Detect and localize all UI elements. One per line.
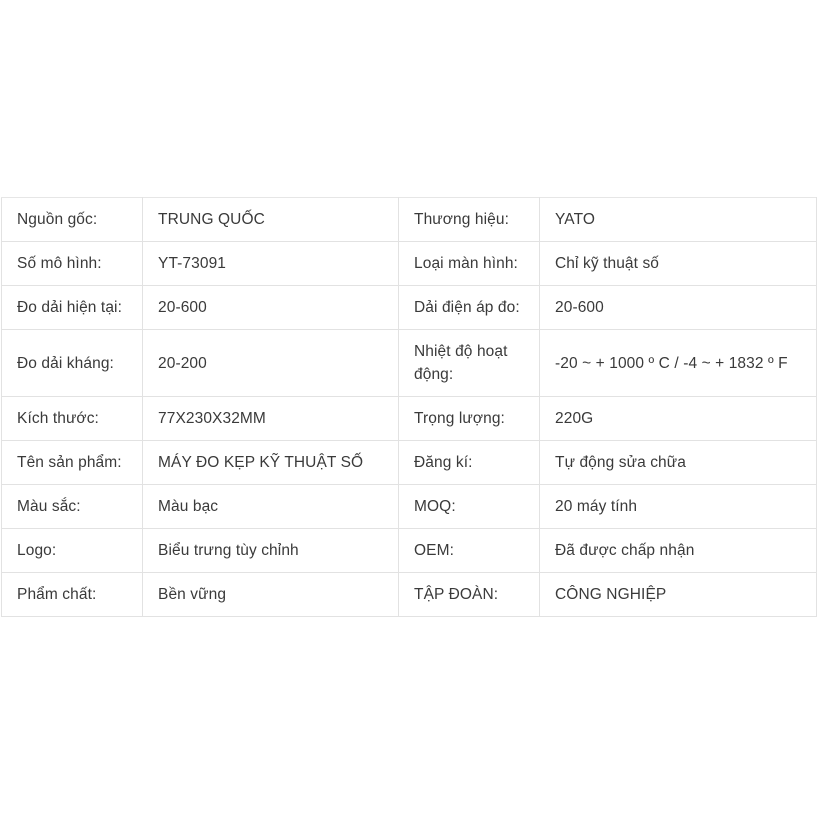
spec-label: Loại màn hình: bbox=[399, 242, 540, 286]
spec-label: Dải điện áp đo: bbox=[399, 286, 540, 330]
spec-value: 220G bbox=[540, 397, 817, 441]
spec-value: Màu bạc bbox=[143, 485, 399, 529]
spec-label: Đo dải kháng: bbox=[2, 330, 143, 397]
spec-label: Logo: bbox=[2, 529, 143, 573]
spec-label: Tên sản phẩm: bbox=[2, 441, 143, 485]
spec-value: 20-600 bbox=[540, 286, 817, 330]
table-row bbox=[2, 397, 817, 441]
spec-value: YATO bbox=[540, 198, 817, 242]
spec-value: Bền vững bbox=[143, 573, 399, 617]
spec-value: -20 ~ + 1000 º C / -4 ~ + 1832 º F bbox=[540, 330, 817, 397]
spec-value: Chỉ kỹ thuật số bbox=[540, 242, 817, 286]
table-row bbox=[2, 529, 817, 573]
spec-label: Số mô hình: bbox=[2, 242, 143, 286]
spec-value: Đã được chấp nhận bbox=[540, 529, 817, 573]
spec-label: Thương hiệu: bbox=[399, 198, 540, 242]
spec-value: MÁY ĐO KẸP KỸ THUẬT SỐ bbox=[143, 441, 399, 485]
spec-label: OEM: bbox=[399, 529, 540, 573]
spec-value: YT-73091 bbox=[143, 242, 399, 286]
spec-label: Trọng lượng: bbox=[399, 397, 540, 441]
table-row bbox=[2, 485, 817, 529]
spec-label: Đo dải hiện tại: bbox=[2, 286, 143, 330]
table-row bbox=[2, 198, 817, 242]
table-row bbox=[2, 441, 817, 485]
spec-label: Nhiệt độ hoạt động: bbox=[399, 330, 540, 397]
spec-table bbox=[1, 197, 817, 617]
spec-label: Nguồn gốc: bbox=[2, 198, 143, 242]
table-row bbox=[2, 573, 817, 617]
spec-value: 20-200 bbox=[143, 330, 399, 397]
spec-value: 20 máy tính bbox=[540, 485, 817, 529]
table-row bbox=[2, 286, 817, 330]
spec-label: Đăng kí: bbox=[399, 441, 540, 485]
table-row bbox=[2, 242, 817, 286]
spec-label: Màu sắc: bbox=[2, 485, 143, 529]
spec-value: CÔNG NGHIỆP bbox=[540, 573, 817, 617]
spec-value: TRUNG QUỐC bbox=[143, 198, 399, 242]
spec-value: 20-600 bbox=[143, 286, 399, 330]
spec-label: Phẩm chất: bbox=[2, 573, 143, 617]
table-row bbox=[2, 330, 817, 397]
spec-value: Tự động sửa chữa bbox=[540, 441, 817, 485]
spec-value: Biểu trưng tùy chỉnh bbox=[143, 529, 399, 573]
spec-label: MOQ: bbox=[399, 485, 540, 529]
spec-value: 77X230X32MM bbox=[143, 397, 399, 441]
spec-label: TẬP ĐOÀN: bbox=[399, 573, 540, 617]
spec-label: Kích thước: bbox=[2, 397, 143, 441]
